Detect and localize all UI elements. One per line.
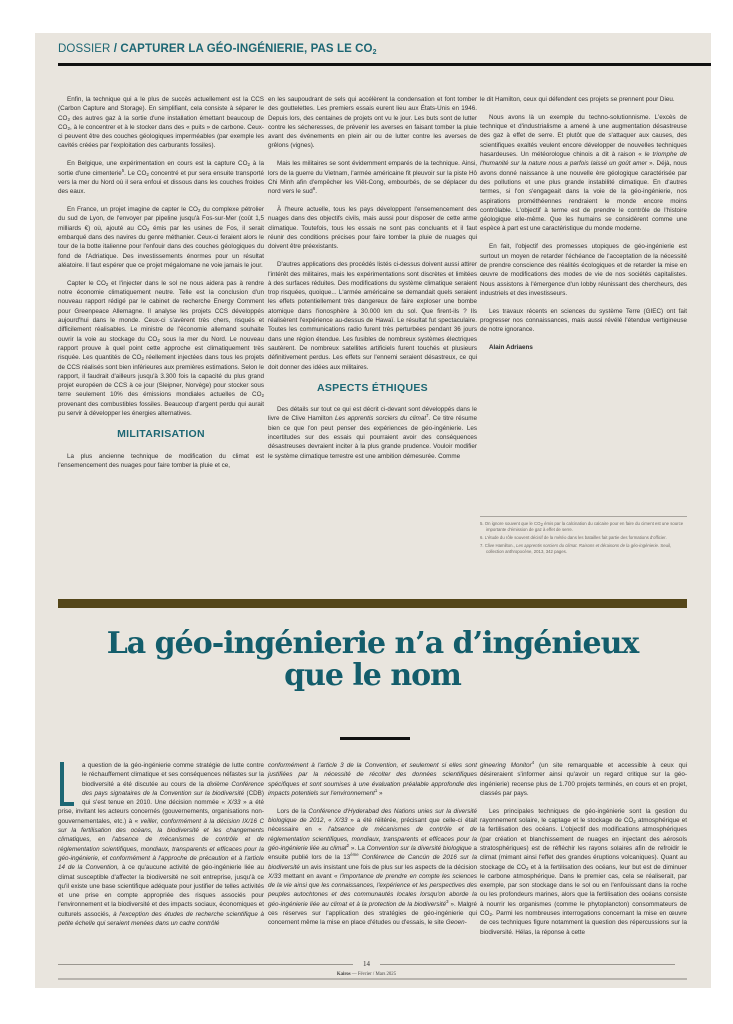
subscript: 2 (146, 171, 149, 177)
text: Des détails sur tout ce qui est décrit ci-devant sont développés dans le livre de Clive Hamilton (268, 406, 477, 423)
text: émis par les usines de Fos, il serait embarqué dans des navires du genre méthanier. Ceux-ci feraient alors le tour de la botte italienne pour l'enfouir dans des couches géologiques du fond de l'Adriatique. Des investissements énormes pour un résultat aléatoire. Il faut espérer que ce projet mégalomane ne voie jamais le jour. (58, 224, 264, 269)
text: et l'injecter dans le sol ne nous aidera pas à rendre notre économie climatiquement neutre. Telle est la conclusion d'un nouveau rapport rédigé par le cabinet de recherche Energy Comment pour Greenpeace Allemagne. Il analyse les projets CCS développés aujourd'hui dans le monde. Ceux-ci s'avèrent très chers, risqués et difficilement réalisables. Le ministre de l'économie allemand souhaite ouvrir la voie au stockage du CO (58, 279, 264, 343)
magazine-name: Kairos (336, 972, 351, 977)
footnote-ref: 6 (312, 186, 316, 192)
text: réellement injectées dans tous les projets de CCS réalisés sont bien inférieures aux premières estimations. Selon le rapport, il faudrait d'ailleurs jusqu'à 3.300 fois la capacité du plus grand projet européen de CCS à ce jour (Sleipner, Norvège) pour stocker sous terre seulement 10% des émissions mondiales actuelles de CO (58, 354, 264, 399)
drop-cap-l (58, 762, 76, 806)
section-header (58, 43, 711, 55)
paragraph: Les travaux récents en sciences du système Terre (GIEC) ont fait progresser nos connaissances, mais aussi révélé l'étendue vertigineuse de notre ignorance. (480, 307, 687, 334)
section-title: CAPTURER LA GÉO-INGÉNIERIE, PAS LE CO (120, 43, 373, 55)
issue-date: — Février / Mars 2025 (350, 972, 397, 977)
subscript: 2 (146, 226, 150, 232)
article-title (58, 628, 687, 692)
footnote-ref: 1 (374, 787, 378, 793)
paragraph (480, 113, 687, 234)
text: un avis insistant une fois de plus sur les aspects de la décision (299, 863, 477, 871)
paragraph (268, 405, 477, 461)
paragraph (268, 761, 477, 798)
paragraph (58, 279, 264, 418)
superscript: ème (350, 852, 359, 858)
text: atmosphérique et la fertilisation des océans. L'objectif des modifications atmosphériques (par création et blanchissement de nuages en injectant des aérosols stratosphériques) est de réfléchir les rayons solaires afin de refroidir le climat (mimant ainsi l'effet des grandes éruptions volcaniques). Quant au stockage de CO (480, 817, 687, 871)
subscript: 2 (157, 337, 160, 343)
paragraph: en les saupoudrant de sels qui accélèrent la condensation et font tomber des gouttelettes. Les premiers essais eurent lieu aux États-Unis en 1946. Depuis lors, des centaines de projets ont vu le jour. Les buts sont de lutter contre les sécheresses, de prévenir les averses en faisant tomber la pluie avant des événements en plein air ou de lutter contre les averses de grêlons (vignes). (268, 96, 477, 150)
text: , à le concentrer et à le stocker dans des « puits » de carbone. Ceux-ci peuvent être des couches géologiques imperméables (par exemple les cavités créées par l'exploitation des carburants fossiles). (58, 123, 264, 150)
article-title-line-2: que le nom (284, 658, 461, 693)
italic-text: Geoen- (445, 919, 467, 927)
book-title: Les apprentis sorciers du climat. Raisons et déraisons de la géo-ingénierie (516, 543, 658, 548)
page-number: 14 (363, 960, 370, 968)
paragraph: À l'heure actuelle, tous les pays développent l'ensemencement des nuages dans des objectifs civils, mais aussi pour disposer de cette arme climatique. Toutefois, tous les essais ne sont pas concluants et il faut réunir des conditions précises pour faire tomber la pluie de nuages qui doivent être préexistants. (268, 206, 477, 251)
text: mettant en avant « (280, 872, 340, 880)
section-title-subscript: 2 (372, 49, 377, 56)
bottom-rule (58, 978, 687, 980)
text: » (377, 789, 383, 797)
paragraph: En fait, l'objectif des promesses utopiques de géo-ingénierie est surtout un moyen de retarder l'échéance de l'acceptation de la nécessité de prendre conscience des réalités écologiques et de retarder la mise en œuvre de modifications des modes de vie de nos sociétés capitalistes. Nous assistons à l'émergence d'un lobby réunissant des chercheurs, des industriels et des investisseurs. (480, 243, 687, 297)
section-label: DOSSIER (58, 43, 111, 55)
text: Nous avons là un exemple du techno-solutionnisme. L'excès de technique et d'industrialisme a amené à une augmentation désastreuse des gaz à effet de serre. Et plutôt que de s'attaquer aux causes, des scientifiques exaltés veulent encore développer de nouvelles techniques hasardeuses. Un météorologue chinois a dit à raison « (480, 113, 687, 159)
text: En France, un projet imagine de capter le CO (67, 206, 198, 214)
italic-text: l'absence de mécanismes de contrôle et de réglementation scientifiques, mondiaux, transparents et efficaces pour la géo-ingénierie liée au climat (268, 826, 477, 852)
footnote-7 (480, 543, 687, 555)
footnote-6: 6. L'étude du rôle souvent décisif de la météo dans les batailles fait partie des formations d'officier. (480, 535, 667, 540)
italic-text: X/33 (227, 799, 241, 807)
text: concentré et pur sera ensuite transporté vers la mer du Nord où il sera enfoui et dissous dans les couches froides des eaux. (58, 169, 264, 196)
italic-text: conformément à l'article 3 de la Convention, et seulement si elles sont justifiées par la nécessité de récolter des données scientifiques spécifiques et sont soumises à une évaluation préalable approfondie des impacts potentiels sur l'environnement (268, 762, 477, 797)
text: . Seuil, collection anthropocène, 2013, 342 pages. (486, 543, 672, 554)
footnote-ref: 3 (446, 898, 449, 904)
paragraph (58, 761, 264, 928)
paragraph: D'autres applications des procédés listés ci-dessus doivent aussi attirer l'intérêt des militaires, mais les expérimentations sont discrètes et limitées à des surfaces réduites. Des modifications du système climatique seraient trop risquées, quoique... L'armée américaine se demandait quels seraient les effets potentiellement très dangereux de faire exploser une bombe atomique dans l'ionosphère à 30.000 km du sol. Que firent-ils ? Ils réalisèrent l'expérience au-dessus de Hawaï. Le résultat fut spectaculaire. Toutes les communications radio furent très perturbées pendant 36 jours dans une région étendue. Les fusibles de nombreux systèmes électriques sautèrent. De nombreux satellites artificiels furent touchés et plusieurs définitivement perdus. Les effets sur l'ennemi seraient désastreux, ce qui doit donner des idées aux militaires. (268, 261, 477, 371)
text: ». La (349, 844, 367, 852)
text: du complexe pétrolier du sud de Lyon, de l'envoyer par pipeline jusqu'à Fos-sur-Mer (coût 1,5 milliards €) où, ajouté au CO (58, 206, 264, 232)
footnote-ref: 2 (346, 842, 349, 848)
subscript: 2 (67, 116, 70, 122)
subscript: 2 (525, 865, 529, 871)
footnotes (480, 516, 687, 557)
text: émis par la calcination du calcaire pour en faire du ciment est une source importante d'émission de gaz à effet de serre. (486, 521, 684, 532)
text: . (315, 188, 317, 196)
title-rule (340, 737, 410, 740)
paragraph (480, 807, 687, 937)
text: . Parmi les nombreuses interrogations concernant la mise en œuvre de ces techniques figure notamment la question des répercussions sur la biodiversité. Hélas, la réponse à cette (480, 910, 687, 936)
subscript: 2 (141, 356, 144, 362)
text: ». Déjà, nous avons donné naissance à une nouvelle ère géologique caractérisée par des pollutions et une plus grande instabilité climatique. En d'autres termes, si l'on s'engageait dans la voie de la géo-ingénierie, nos aspirations prométhéennes rendraient le monde encore moins contrôlable. L'objectif à terme est de prendre le contrôle de l'histoire géologique elle-même. Que les humains se considèrent comme une espèce à part est une caractéristique du monde moderne. (480, 160, 687, 233)
paragraph: le dit Hamilton, ceux qui défendent ces projets se prennent pour Dieu. (480, 96, 675, 103)
text: Capter le CO (67, 279, 106, 287)
italic-text: Conférence de Cancún de 2016 sur la biodiversité (268, 854, 478, 871)
italic-text: Convention sur la diversité biologique (366, 844, 472, 852)
paragraph (268, 807, 477, 928)
text: des autres gaz à la sortie d'une installation émettant beaucoup de CO (58, 114, 264, 131)
article-column-3 (480, 761, 687, 946)
text: provenant des combustibles fossiles. Beaucoup d'argent perdu qui aurait pu servir à développer les énergies alternatives. (58, 400, 264, 417)
column-3 (480, 95, 687, 361)
text: a ensuite publié lors de la 13 (268, 844, 477, 862)
subscript: 2 (247, 162, 251, 168)
article-column-2 (268, 761, 477, 936)
book-title: Les apprentis sorciers du climat (334, 415, 427, 423)
text: » a été réitérée, précisant que celle-ci était nécessaire en « (268, 817, 477, 834)
subscript: 2 (197, 208, 201, 214)
article-title-line-1: La géo-ingénierie n’a d’ingénieux (106, 626, 639, 661)
text: à la sortie d'une cimenterie (58, 160, 264, 177)
text: (CDB) qui s'est tenue en 2010. Une décision nommée « (82, 789, 264, 807)
subheading-militarisation: MILITARISATION (117, 428, 205, 441)
footnote-5 (480, 521, 687, 533)
italic-text: à l'exception des études de recherche scientifique à petite échelle qui seraient menées dans un cadre contrôlé (58, 910, 265, 928)
footnote-ref: 7 (426, 413, 429, 419)
subscript: 2 (261, 393, 264, 399)
section-divider-bar (58, 599, 687, 608)
italic-text: X/33 (334, 817, 348, 825)
footnote-ref: 4 (531, 760, 535, 765)
text: (un site remarquable et accessible à ceux qui désireraient s'informer ainsi qu'avoir un regard critique sur la géo-ingénierie) recense plus de 1.700 projets terminés, en cours et en projet, classés par pays. (480, 762, 687, 797)
subscript: 2 (540, 522, 543, 527)
text: ». Malgré ces réserves sur l'application des stratégies de géo-ingénierie qui concernent même la mise en place d'études ou d'essais, le site (268, 900, 478, 927)
italic-text: X/33 (268, 872, 281, 880)
text: Enfin, la technique qui a le plus de succès actuellement est la CCS (Carbon Capture and Storage). En simplifiant, cela consiste à séparer le CO (58, 96, 264, 122)
text: » a été prise, invitant les acteurs concernés (gouvernements, organisations non-gouvernementales, etc.) à « (58, 799, 264, 825)
text: Mais les militaires se sont évidemment emparés de la technique. Ainsi, lors de la guerre du Vietnam, l'armée américaine fit pleuvoir sur la piste Hô Chi Minh afin d'empêcher les Viêt-Cong, embourbés, de se déplacer du nord vers le sud (268, 160, 477, 196)
footnote-ref: 5 (121, 167, 125, 173)
paragraph (268, 159, 477, 196)
text: 5. On ignore souvent que le CO (480, 521, 541, 526)
text: a question de la géo-ingénierie comme stratégie de lutte contre le réchauffement climatique et ses conséquences néfastes sur la biodiversité a été discutée au cours de la (82, 762, 264, 788)
italic-text: dixième Conférence des pays signataires de la Convention sur la biodiversité (82, 780, 264, 797)
text: , « (323, 817, 335, 825)
paragraph (58, 159, 264, 196)
text: et à la fertilisation des océans, leur but est de diminuer le carbone atmosphérique. Dans le premier cas, cela se réaliserait, par exemple, par son stockage dans le sol ou en l'enfouissant dans la roche ou les profondeurs marines, alors que la fertilisation des océans consiste à nourrir les organismes (comme le phytoplancton) consommateurs de CO (480, 863, 687, 918)
header-separator: / (110, 43, 121, 55)
subscript: 2 (67, 125, 70, 131)
author-signature: Alain Adriaens (489, 344, 533, 352)
italic-text: l'importance de prendre en compte les sciences de la vie ainsi que les connaissances, l'expérience et les perspectives des peuples autochtones et des communautés locales lorsqu'on aborde la géo-ingénierie liée au climat et à la protection de la biodiversité (268, 872, 477, 908)
subheading-aspects-ethiques: ASPECTS ÉTHIQUES (317, 381, 428, 394)
subscript: 2 (105, 281, 109, 287)
article-column-1 (58, 761, 264, 937)
column-1 (58, 95, 264, 479)
issue-line (0, 972, 733, 977)
paragraph (480, 761, 687, 798)
column-2 (268, 95, 477, 469)
italic-text: Conférence d'Hyderabad des Nations unies sur la diversité biologique de 2012 (268, 807, 477, 825)
text: En Belgique, une expérimentation en cours est la capture CO (67, 160, 248, 168)
text: . Le CO (124, 169, 147, 177)
text: Les principales techniques de géo-ingénierie sont la gestion du rayonnement solaire, le captage et le stockage de CO (480, 807, 687, 825)
italic-text: veiller, conformément à la décision IX/16 C sur la fertilisation des océans, la biodiversité et les changements climatiques, en l'absence de mécanismes de contrôle et de réglementation scientifiques, mondiaux, transparents et efficaces pour la géo-ingénierie, et conformément à l'approche de précaution et à l'article 14 de la Convention, (58, 817, 264, 872)
subscript: 2 (489, 912, 492, 918)
text: Lors de la (277, 807, 309, 815)
text: . Ce titre résume bien ce que l'on peut penser des expériences de géo-ingénierie. Les incertitudes sur des essais qui pourraient avoir des conséquences désastreuses devraient inciter à la plus grande prudence. Vouloir modifier le système climatique terrestre est une ambition démesurée. Comme (268, 415, 477, 460)
header-rule (58, 63, 711, 66)
text: sous la mer du Nord. Le nouveau rapport prouve à quel point cette approche est climatiquement très risquée. Les quantités de CO (58, 335, 264, 362)
magazine-page (35, 33, 711, 988)
quote: le triomphe de l'humanité sur la nature nous a parfois laissé un goût amer (480, 151, 687, 168)
page-number-rule-right (380, 964, 675, 965)
text: 7. Clive Hamilton., (480, 543, 517, 548)
italic-text: gineering Monitor (480, 762, 532, 769)
subscript: 2 (633, 819, 636, 825)
paragraph (58, 95, 264, 151)
paragraph: La plus ancienne technique de modification du climat est l'ensemencement des nuages pour faire tomber la pluie et ce, (58, 452, 264, 469)
text: à ce qu'aucune activité de géo-ingénierie liée au climat susceptible d'affecter la biodiversité ne soit entreprise, jusqu'à ce qu'il existe une base scientifique adéquate pour justifier de telles activités et une prise en compte appropriée des risques associés pour l'environnement et la biodiversité et des impacts sociaux, économiques et culturels associés, (58, 864, 264, 918)
paragraph (58, 205, 264, 270)
